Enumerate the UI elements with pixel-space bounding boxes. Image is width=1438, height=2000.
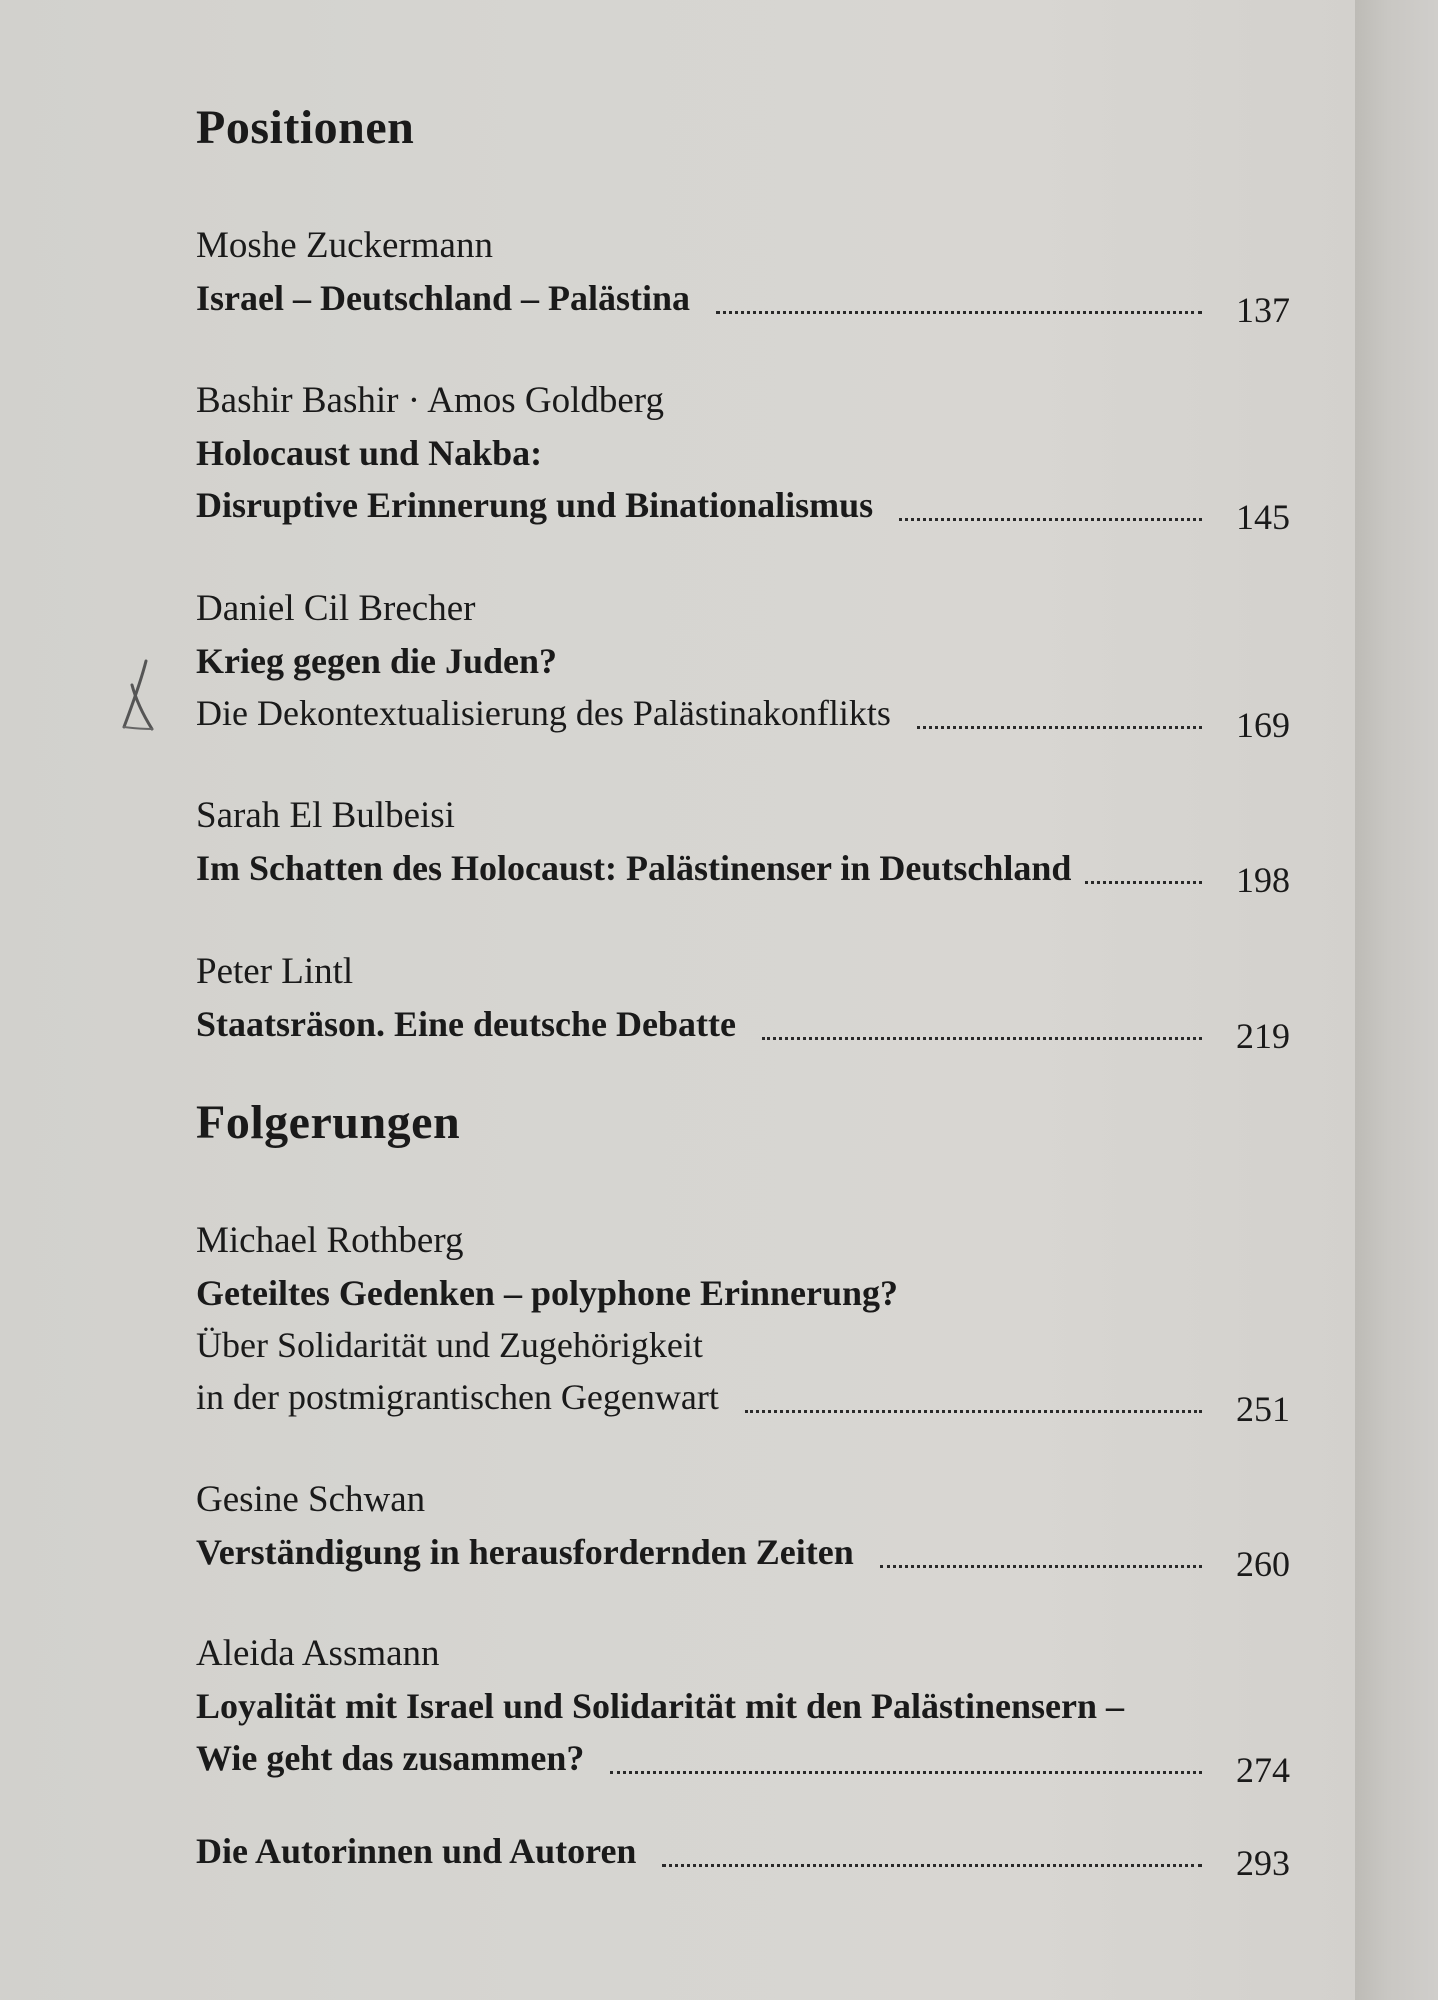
dot-leader [610,1770,1202,1774]
dot-leader [899,517,1202,521]
toc-entry [196,220,1290,330]
entry-subtitle-row [196,1371,1290,1429]
entry-title: Im Schatten des Holocaust: Palästinenser in Deutschland [196,848,1072,888]
toc-entry [196,790,1290,900]
entry-title: Disruptive Erinnerung und Binationalismus [196,485,874,525]
entry-title: Holocaust und Nakba: [196,433,543,473]
page-number: 169 [1236,705,1290,745]
page-number: 260 [1236,1544,1290,1584]
entry-author: Aleida Assmann [196,1633,440,1674]
entry-author: Sarah El Bulbeisi [196,795,455,836]
page-number: 251 [1236,1389,1290,1429]
entry-subtitle-row [196,687,1290,745]
entry-title: Verständigung in herausfordernden Zeiten [196,1532,854,1572]
toc-entry [196,583,1290,745]
entry-title-row [196,1526,1290,1584]
page-number: 274 [1236,1750,1290,1790]
dot-leader [1085,880,1202,884]
dot-leader [662,1863,1202,1867]
toc-entry [196,1825,1290,1883]
dot-leader [917,725,1202,729]
toc-entry [196,1474,1290,1584]
entry-author: Bashir Bashir · Amos Goldberg [196,380,664,421]
dot-leader [716,310,1202,314]
entry-author: Daniel Cil Brecher [196,588,476,629]
entry-title-row [196,1825,1290,1883]
page-number: 145 [1236,497,1290,537]
entry-title: Geteiltes Gedenken – polyphone Erinnerung? [196,1273,899,1313]
dot-leader [762,1036,1202,1040]
page-number: 198 [1236,860,1290,900]
entry-title: Loyalität mit Israel und Solidarität mit den Palästinensern – [196,1686,1125,1726]
entry-author: Moshe Zuckermann [196,225,493,266]
entry-author: Michael Rothberg [196,1220,464,1261]
entry-title: Krieg gegen die Juden? [196,641,557,681]
entry-subtitle: Die Dekontextualisierung des Palästinakonflikts [196,693,891,733]
entry-title-row [196,998,1290,1056]
toc-entry [196,1628,1290,1790]
dot-leader [880,1564,1202,1568]
entry-title: Die Autorinnen und Autoren [196,1831,637,1871]
section-title-positionen: Positionen [196,101,415,154]
toc-entry [196,375,1290,537]
section-title-folgerungen: Folgerungen [196,1096,461,1149]
entry-subtitle: Über Solidarität und Zugehörigkeit [196,1325,703,1365]
entry-title-row [196,1732,1290,1790]
page-number: 137 [1236,290,1290,330]
page-edge [1355,0,1438,2000]
handwritten-x-mark-icon [118,655,158,735]
page-number: 293 [1236,1843,1290,1883]
page-number: 219 [1236,1016,1290,1056]
entry-title-row [196,479,1290,537]
entry-title-row [196,272,1290,330]
entry-title: Israel – Deutschland – Palästina [196,278,691,318]
entry-title-row [196,842,1290,900]
dot-leader [745,1409,1202,1413]
toc-entry [196,1215,1290,1429]
entry-subtitle: in der postmigrantischen Gegenwart [196,1377,719,1417]
toc-entry [196,946,1290,1056]
entry-title: Staatsräson. Eine deutsche Debatte [196,1004,736,1044]
entry-author: Peter Lintl [196,951,354,992]
entry-author: Gesine Schwan [196,1479,426,1520]
entry-title: Wie geht das zusammen? [196,1738,585,1778]
